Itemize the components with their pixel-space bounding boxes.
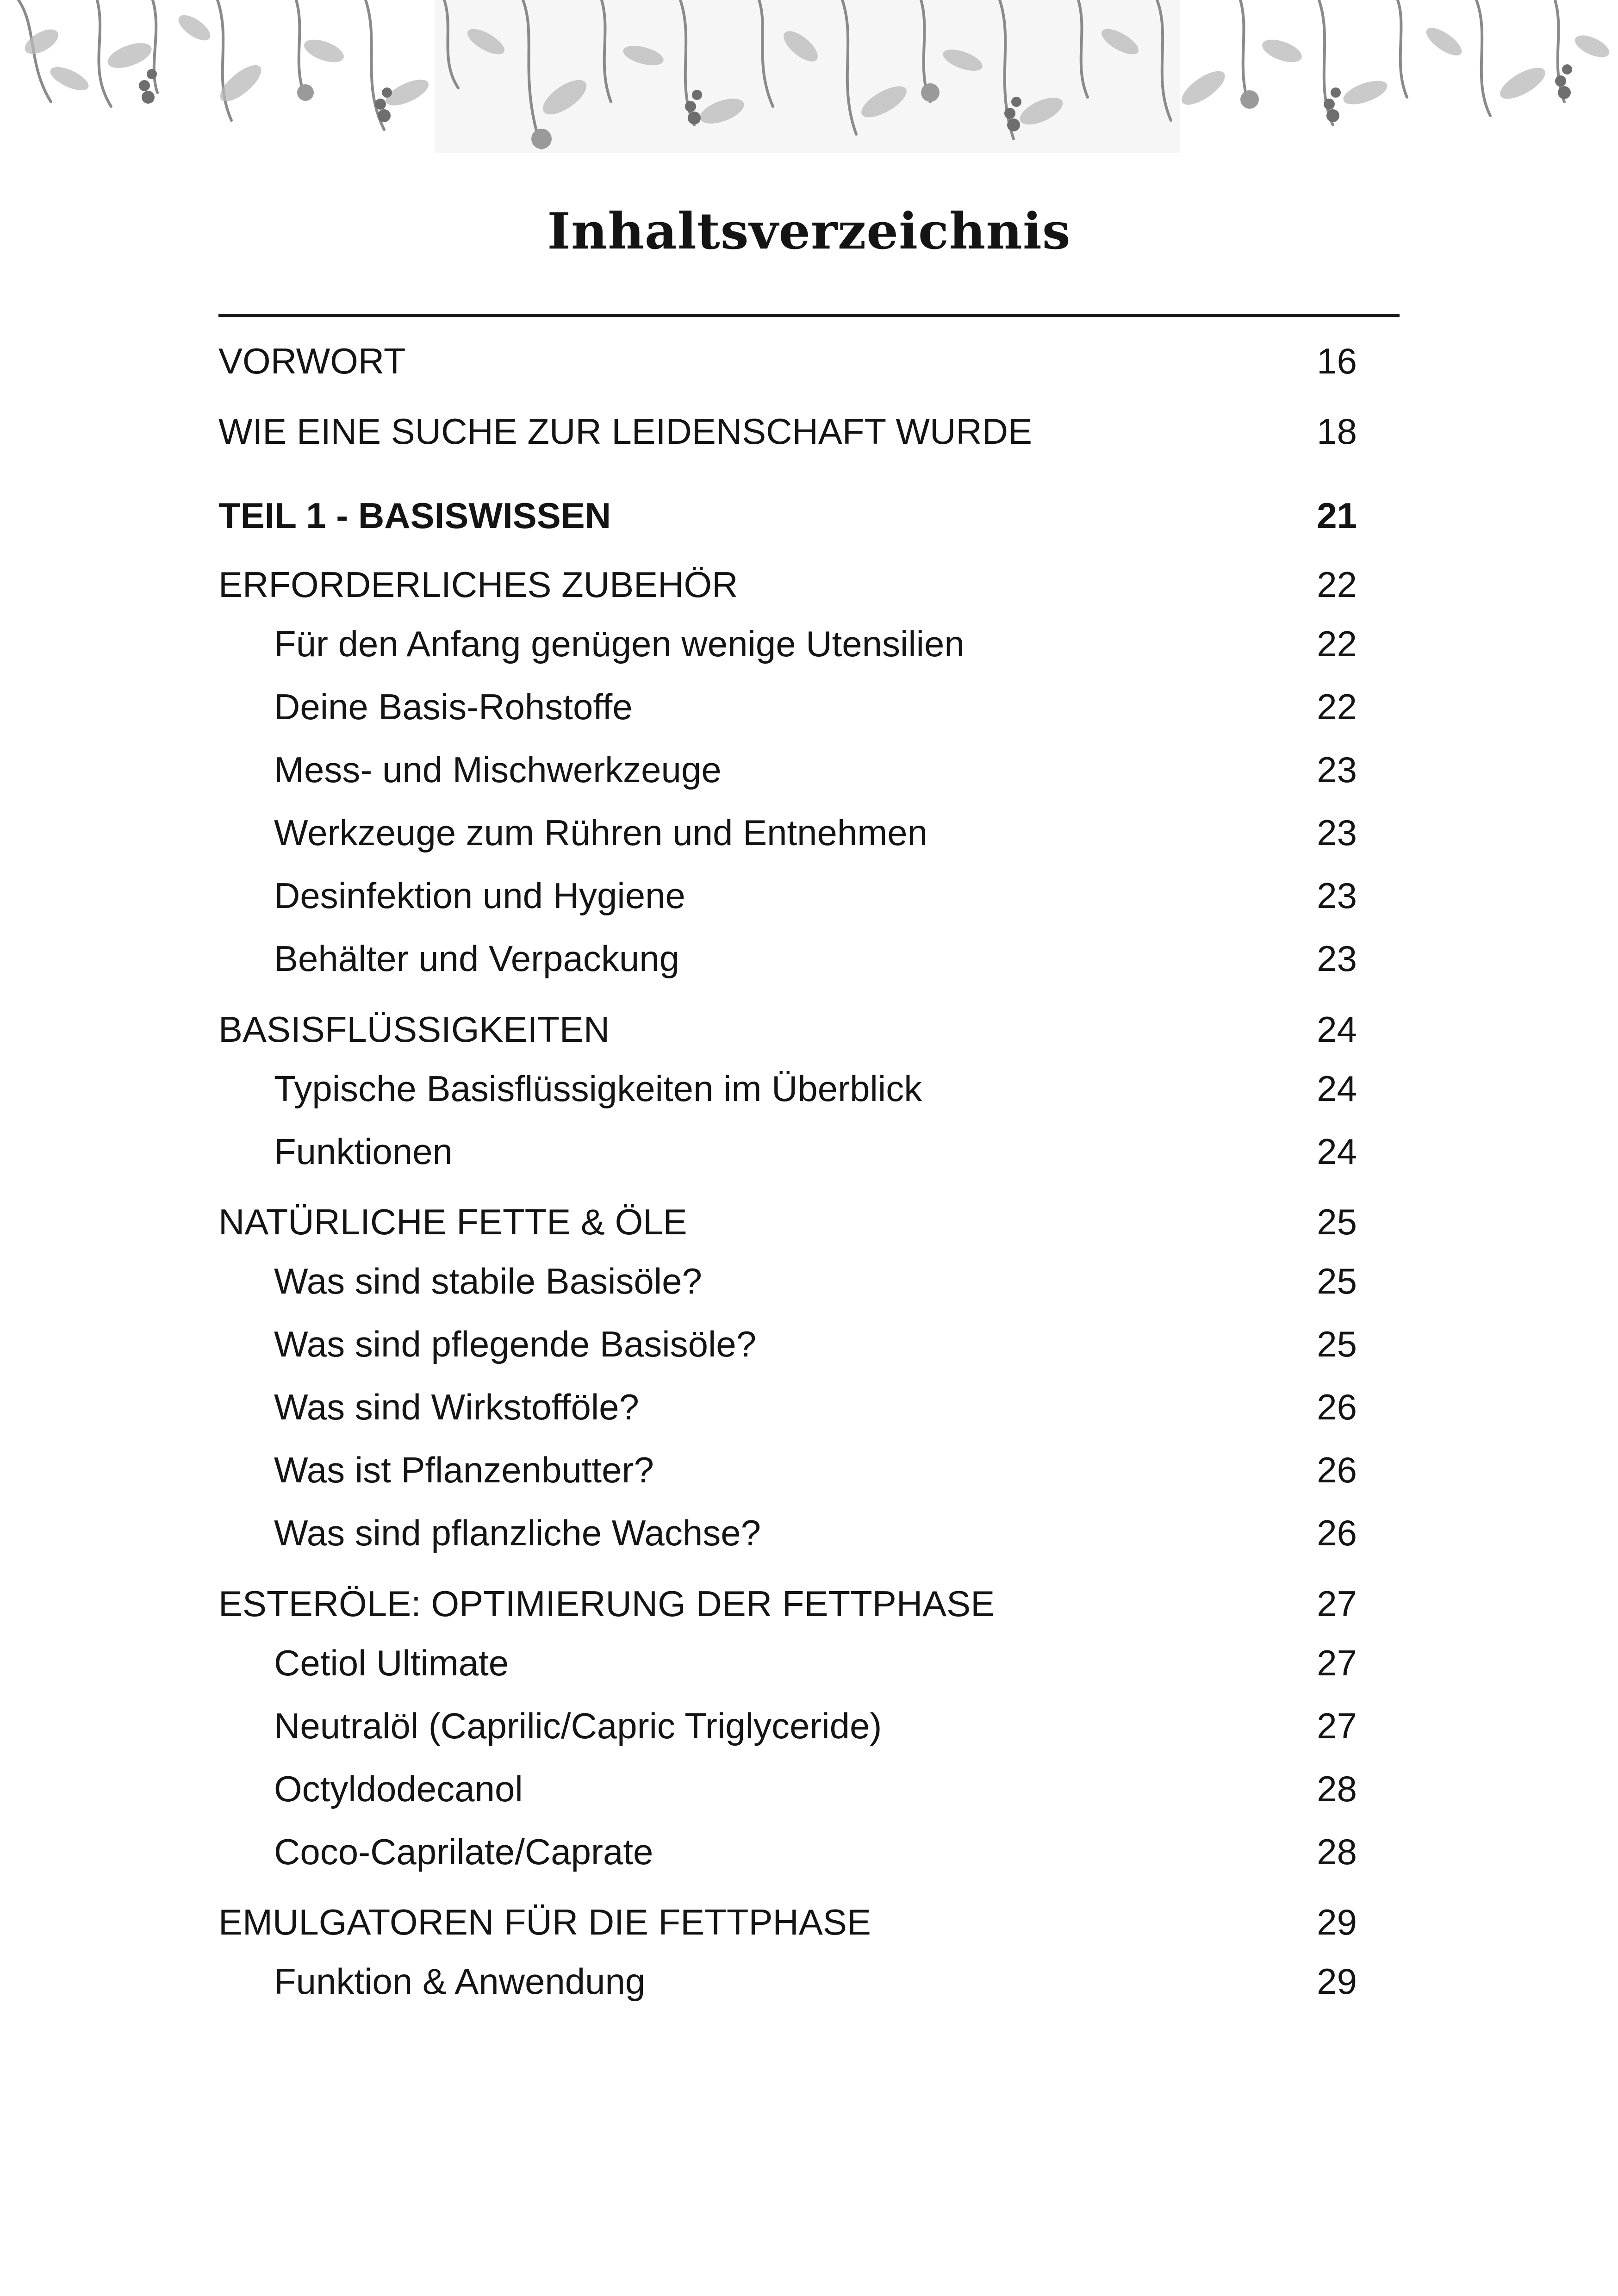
toc-page-number: 25 (1317, 1201, 1357, 1242)
toc-page-number: 27 (1317, 1583, 1357, 1624)
toc-entry-label: Werkzeuge zum Rühren und Entnehmen (274, 812, 928, 853)
toc-part-heading (218, 490, 1357, 541)
toc-page-number: 23 (1317, 812, 1357, 853)
page-title: Inhaltsverzeichnis (547, 202, 1071, 261)
toc-subentry (218, 1444, 1357, 1496)
toc-subentry (218, 1318, 1357, 1370)
toc-page-number: 28 (1317, 1768, 1357, 1809)
toc-subentry (218, 933, 1357, 984)
toc-entry-label: BASISFLÜSSIGKEITEN (218, 1009, 610, 1050)
toc-chapter-entry (218, 335, 1357, 387)
toc-entry-label: NATÜRLICHE FETTE & ÖLE (218, 1201, 687, 1242)
toc-entry-label: Octyldodecanol (274, 1768, 523, 1809)
toc-page-number: 16 (1317, 341, 1357, 381)
toc-chapter-entry (218, 559, 1357, 610)
toc-page-number: 27 (1317, 1643, 1357, 1683)
toc-chapter-entry (218, 1003, 1357, 1055)
toc-subentry (218, 1255, 1357, 1307)
toc-chapter-entry (218, 1196, 1357, 1248)
toc-page-number: 21 (1317, 495, 1357, 536)
toc-entry-label: Was sind pflanzliche Wachse? (274, 1512, 761, 1553)
toc-entry-label: Cetiol Ultimate (274, 1643, 509, 1683)
toc-page-number: 25 (1317, 1324, 1357, 1364)
toc-entry-label: Deine Basis-Rohstoffe (274, 686, 633, 727)
toc-subentry (218, 618, 1357, 670)
toc-entry-label: Behälter und Verpackung (274, 938, 679, 979)
toc-subentry (218, 870, 1357, 921)
toc-entry-label: Für den Anfang genügen wenige Utensilien (274, 623, 965, 664)
toc-page-number: 27 (1317, 1705, 1357, 1746)
toc-subentry (218, 1063, 1357, 1114)
toc-page-number: 22 (1317, 564, 1357, 605)
toc-page-number: 26 (1317, 1512, 1357, 1553)
toc-page-number: 24 (1317, 1131, 1357, 1172)
toc-page-number: 26 (1317, 1387, 1357, 1427)
toc-page-number: 24 (1317, 1068, 1357, 1109)
toc-subentry (218, 744, 1357, 796)
toc-entry-label: EMULGATOREN FÜR DIE FETTPHASE (218, 1902, 871, 1942)
toc-page-number: 24 (1317, 1009, 1357, 1050)
toc-entry-label: Was sind pflegende Basisöle? (274, 1324, 757, 1364)
toc-subentry (218, 1700, 1357, 1752)
toc-page-number: 23 (1317, 749, 1357, 790)
toc-entry-label: TEIL 1 - BASISWISSEN (218, 495, 611, 536)
toc-page-number: 22 (1317, 623, 1357, 664)
toc-subentry (218, 1507, 1357, 1559)
toc-subentry (218, 1955, 1357, 2007)
toc-entry-label: Funktionen (274, 1131, 453, 1172)
toc-entry-label: Was ist Pflanzenbutter? (274, 1450, 654, 1490)
toc-subentry (218, 1763, 1357, 1815)
toc-page-number: 28 (1317, 1831, 1357, 1872)
toc-entry-label: Funktion & Anwendung (274, 1961, 646, 2002)
toc-page-number: 26 (1317, 1450, 1357, 1490)
toc-entry-label: Neutralöl (Caprilic/Capric Triglyceride) (274, 1705, 882, 1746)
toc-page-number: 18 (1317, 411, 1357, 452)
toc-entry-label: ESTERÖLE: OPTIMIERUNG DER FETTPHASE (218, 1583, 995, 1624)
toc-page-number: 29 (1317, 1902, 1357, 1942)
toc-entry-label: WIE EINE SUCHE ZUR LEIDENSCHAFT WURDE (218, 411, 1033, 452)
toc-subentry (218, 1126, 1357, 1177)
toc-entry-label: Typische Basisflüssigkeiten im Überblick (274, 1068, 922, 1109)
toc-page-number: 23 (1317, 875, 1357, 916)
toc-entry-label: ERFORDERLICHES ZUBEHÖR (218, 564, 738, 605)
toc-entry-label: Coco-Caprilate/Caprate (274, 1831, 653, 1872)
toc-entry-label: Desinfektion und Hygiene (274, 875, 685, 916)
toc-entry-label: Mess- und Mischwerkzeuge (274, 749, 722, 790)
toc-subentry (218, 1637, 1357, 1689)
toc-entry-label: Was sind stabile Basisöle? (274, 1261, 702, 1301)
toc-entry-label: VORWORT (218, 341, 406, 381)
toc-chapter-entry (218, 405, 1357, 457)
toc-subentry (218, 681, 1357, 733)
toc-entry-label: Was sind Wirkstofföle? (274, 1387, 639, 1427)
toc-subentry (218, 807, 1357, 859)
toc-page-number: 22 (1317, 686, 1357, 727)
toc-subentry (218, 1381, 1357, 1433)
toc-page-number: 25 (1317, 1261, 1357, 1301)
toc-page-number: 23 (1317, 938, 1357, 979)
toc-page-number: 29 (1317, 1961, 1357, 2002)
toc-chapter-entry (218, 1896, 1357, 1948)
toc-chapter-entry (218, 1578, 1357, 1630)
toc-subentry (218, 1826, 1357, 1878)
